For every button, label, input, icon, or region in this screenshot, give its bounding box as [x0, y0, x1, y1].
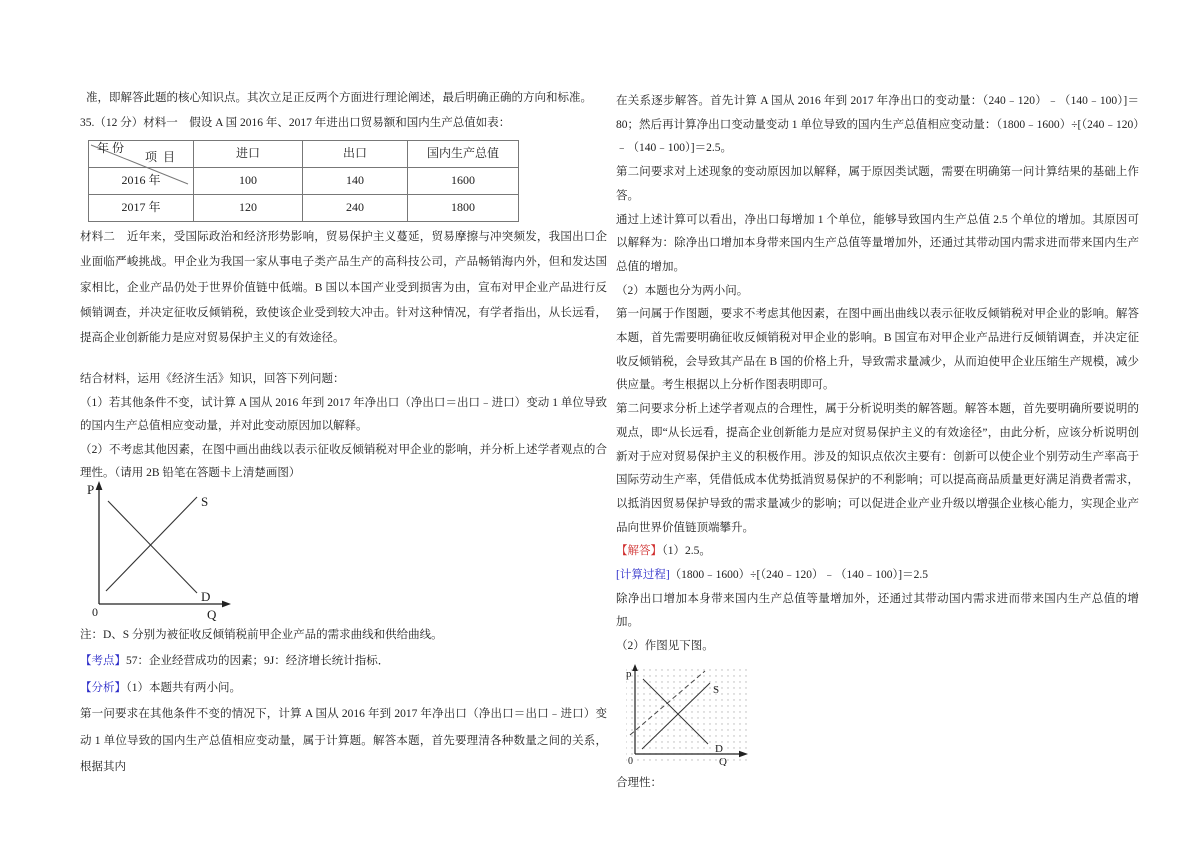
corner-label-item: 项目	[144, 149, 181, 164]
combine-materials-line: 结合材料，运用《经济生活》知识，回答下列问题：	[80, 373, 345, 385]
table-row	[89, 194, 519, 221]
trade-data-table	[88, 140, 519, 222]
table-corner-cell	[89, 140, 194, 167]
supply-curve	[106, 497, 197, 591]
gdp-cell: 1600	[408, 167, 519, 194]
quantity-axis-label: Q	[207, 607, 217, 622]
year-cell: 2017 年	[89, 194, 194, 221]
carryover-text: 准，即解答此题的核心知识点。其次立足正反两个方面进行理论阐述，最后明确正确的方向和标准。	[86, 92, 592, 104]
export-cell: 140	[303, 167, 408, 194]
question-35-heading: 35.（12 分）材料一 假设 A 国 2016 年、2017 年进出口贸易额和国内生产总值如表：	[80, 117, 511, 130]
calc-label: [计算过程]	[616, 569, 670, 582]
jieda-label: 【解答】	[616, 545, 662, 558]
supply-curve-label: S	[713, 683, 720, 696]
question-2-text: （2）不考虑其他因素，在图中画出曲线以表示征收反倾销税对甲企业的影响，并分析上述学者观点的合理性。（请用 2B 铅笔在答题卡上清楚画图）	[80, 443, 607, 479]
col-header-export: 出口	[303, 140, 408, 167]
trade-data-table-wrap	[88, 140, 607, 222]
price-axis-label: p	[626, 667, 632, 680]
right-column	[616, 90, 1139, 796]
calc-text: （1800﹣1600）÷[（240﹣120）﹣（140﹣100）]＝2.5	[669, 569, 929, 582]
price-axis-label: P	[87, 482, 95, 497]
table-header-row	[89, 140, 519, 167]
answer-part2-line: （2）作图见下图。	[616, 640, 714, 653]
col-header-import: 进口	[194, 140, 303, 167]
rationality-heading: 合理性：	[616, 776, 662, 789]
drawing-analysis-paragraph: 第一问属于作图题，要求不考虑其他因素，在图中画出曲线以表示征收反倾销税对甲企业的影响。解答本题，首先需要明确征收反倾销税对甲企业的影响。B 国宣布对甲企业产品进行反倾销调查，并决定征收反倾销税，会导致其产品在 B 国的价格上升，导致需求量减少，从而迫使甲企业压缩生产规模，减少供应量。考生根据以上分析作图表明即可。	[616, 308, 1139, 392]
supply-curve-label: S	[201, 494, 209, 509]
calc-line	[616, 564, 1139, 588]
gdp-cell: 1800	[408, 194, 519, 221]
left-column-top	[80, 86, 607, 352]
x-axis-arrow	[222, 601, 231, 608]
origin-label: 0	[628, 755, 633, 766]
answer-explanation-line: 除净出口增加本身带来国内生产总值等量增加外，还通过其带动国内需求进而带来国内生产总值的增加。	[616, 592, 1139, 629]
jieda-line	[616, 540, 1139, 564]
demand-curve-label: D	[201, 589, 211, 604]
y-axis-arrow	[96, 481, 103, 490]
demand-curve-label: D	[715, 742, 723, 755]
part2-intro-line: （2）本题也分为两小问。	[616, 284, 749, 297]
reason-explanation-paragraph: 通过上述计算可以看出，净出口每增加 1 个单位，能够导致国内生产总值 2.5 个单位的增加。其原因可以解释为：除净出口增加本身带来国内生产总值等量增加外，还通过其带动国内需求进而带来国内生产总值的增加。	[616, 213, 1139, 273]
fenxi-label: 【分析】	[80, 681, 126, 694]
jieda-answer-text: （1）2.5。	[662, 545, 711, 558]
left-column-questions	[80, 368, 607, 486]
corner-label-year: 年份	[97, 141, 128, 156]
export-cell: 240	[303, 194, 408, 221]
question-1-text: （1）若其他条件不变，试计算 A 国从 2016 年到 2017 年净出口（净出口＝出口﹣进口）变动 1 单位导致的国内生产总值相应变动量，并对此变动原因加以解释。	[80, 396, 607, 432]
quantity-axis-label: Q	[719, 755, 727, 766]
kaodian-text: 57：企业经营成功的因素；9J：经济增长统计指标．	[126, 655, 390, 668]
analysis-continued-paragraph: 在关系逐步解答。首先计算 A 国从 2016 年到 2017 年净出口的变动量：（240﹣120）﹣（140﹣100）]＝80；然后再计算净出口变动量变动 1 单位导致的国内生产总值相应变动量：（1800﹣1600）÷[（240﹣120）﹣（140﹣100）]＝2.5。	[616, 95, 1139, 155]
import-cell: 120	[194, 194, 303, 221]
col-header-gdp: 国内生产总值	[408, 140, 519, 167]
analysis-paragraph: 第一问要求在其他条件不变的情况下，计算 A 国从 2016 年到 2017 年净出口（净出口＝出口﹣进口）变动 1 单位导致的国内生产总值相应变动量，属于计算题。解答本题，首先要理清各种数量之间的关系，根据其内	[80, 708, 607, 774]
kaodian-label: 【考点】	[80, 655, 126, 668]
fenxi-text: （1）本题共有两小问。	[126, 681, 241, 694]
kaodian-line	[80, 648, 607, 674]
supply-demand-diagram	[83, 481, 233, 622]
year-cell: 2016 年	[89, 167, 194, 194]
diagram-note: 注：D、S 分别为被征收反倾销税前甲企业产品的需求曲线和供给曲线。	[80, 629, 443, 641]
material-2-paragraph: 材料二 近年来，受国际政治和经济形势影响，贸易保护主义蔓延，贸易摩擦与冲突频发，我国出口企业面临严峻挑战。甲企业为我国一家从事电子类产品生产的高科技公司，产品畅销海内外，但和发达国家相比，企业产品仍处于世界价值链中低端。B 国以本国产业受到损害为由，宣布对甲企业产品进行反倾销调查，并决定征收反倾销税，致使该企业受到较大冲击。针对这种情况，有学者指出，从长远看，提高企业创新能力是应对贸易保护主义的有效途径。	[80, 230, 607, 345]
import-cell: 100	[194, 167, 303, 194]
origin-label: 0	[92, 605, 98, 619]
demand-curve	[108, 501, 197, 593]
answer-diagram	[625, 663, 752, 766]
left-column-analysis	[80, 622, 607, 780]
rationale-analysis-paragraph: 第二问要求分析上述学者观点的合理性，属于分析说明类的解答题。解答本题，首先要明确所要说明的观点，即“从长远看，提高企业创新能力是应对贸易保护主义的有效途径”，由此分析，应该分析说明创新对于应对贸易保护主义的积极作用。涉及的知识点依次主要有：创新可以使企业个别劳动生产率高于国际劳动生产率，凭借低成本优势抵消贸易保护的不利影响；可以提高商品质量更好满足消费者需求，以抵消因贸易保护导致的需求量减少的影响；可以促进企业产业升级以增强企业核心能力，实现企业产品向世界价值链顶端攀升。	[616, 403, 1139, 534]
reason-question-paragraph: 第二问要求对上述现象的变动原因加以解释，属于原因类试题，需要在明确第一问计算结果的基础上作答。	[616, 166, 1139, 202]
fenxi-line	[80, 675, 607, 701]
